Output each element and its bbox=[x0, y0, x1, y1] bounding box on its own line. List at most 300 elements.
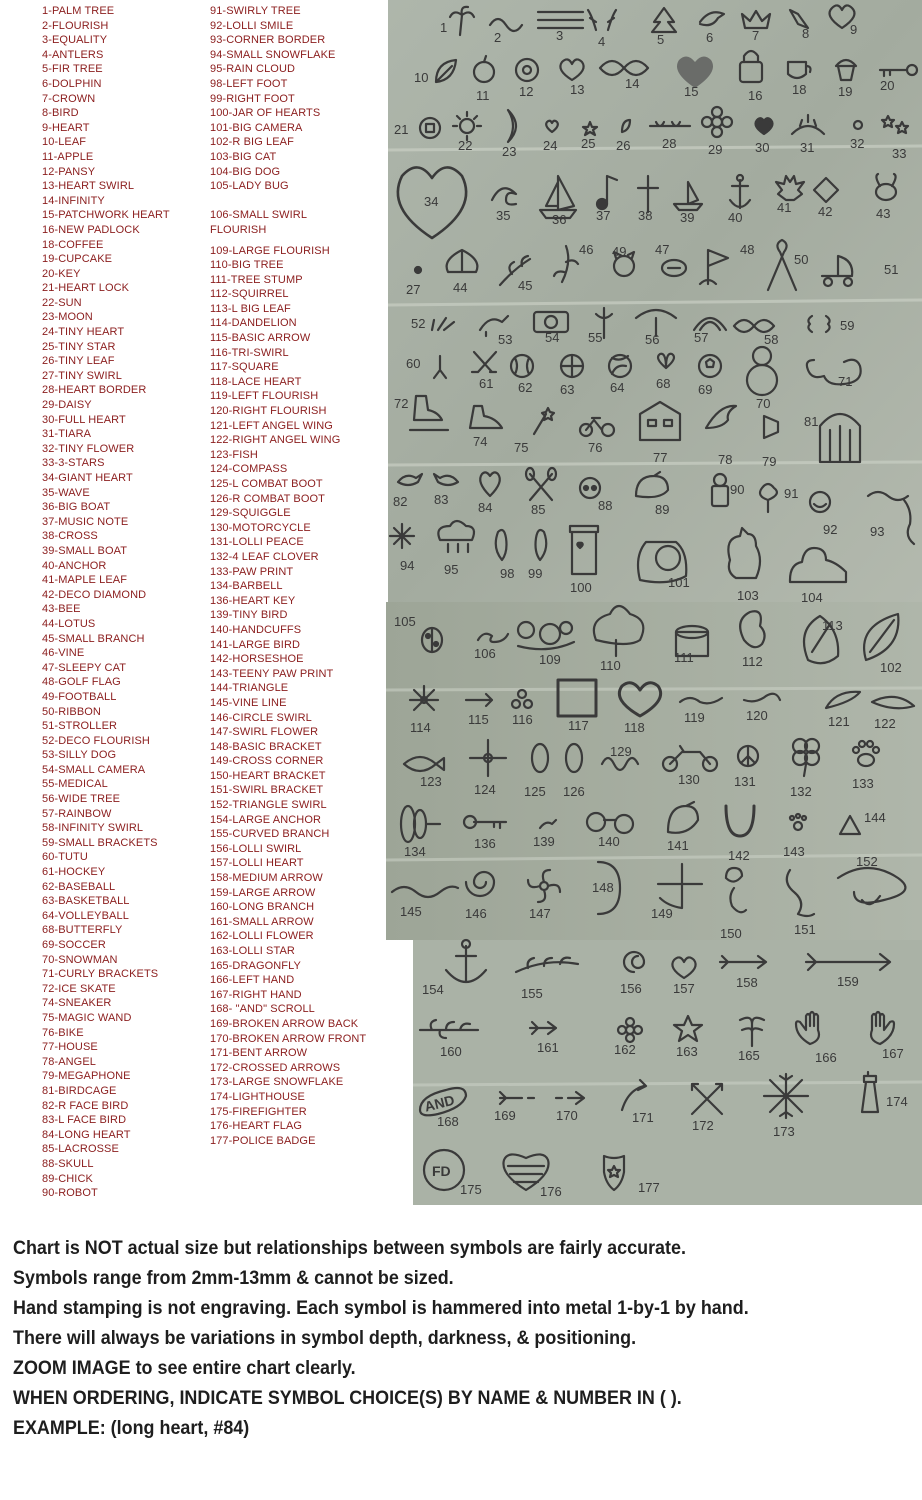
legend-entry: 39-SMALL BOAT bbox=[42, 544, 128, 557]
legend-entry: 26-TINY LEAF bbox=[42, 355, 115, 368]
legend-entry: 163-LOLLI STAR bbox=[210, 945, 295, 957]
stamp-number: 139 bbox=[533, 834, 555, 849]
legend-entry: 131-LOLLI PEACE bbox=[210, 536, 304, 549]
stamp-number: 103 bbox=[737, 588, 759, 603]
stamp-number: 76 bbox=[588, 440, 603, 455]
stamp-number: 12 bbox=[519, 84, 534, 99]
stamp-number: 172 bbox=[692, 1118, 714, 1133]
legend-entry: 171-BENT ARROW bbox=[210, 1047, 308, 1060]
legend-entry: 155-CURVED BRANCH bbox=[210, 828, 330, 841]
stamp-number: 49 bbox=[612, 244, 627, 259]
legend-entry: 13-HEART SWIRL bbox=[42, 180, 135, 193]
stamp-number: 82 bbox=[393, 494, 408, 509]
stamp-number: 152 bbox=[856, 854, 878, 869]
stamp-number: 34 bbox=[424, 194, 439, 209]
stamp-number: 21 bbox=[394, 122, 409, 137]
stamp-number: 79 bbox=[762, 454, 777, 469]
stamp-number: 102 bbox=[880, 660, 902, 675]
legend-entry: 63-BASKETBALL bbox=[42, 895, 130, 908]
legend-entry: 101-BIG CAMERA bbox=[210, 121, 303, 134]
legend-entry: 132-4 LEAF CLOVER bbox=[210, 550, 319, 563]
stamp-number: 3 bbox=[556, 28, 564, 43]
stamp-number: 99 bbox=[528, 566, 543, 581]
legend-entry: 116-TRI-SWIRL bbox=[210, 346, 289, 359]
stamp-number: 48 bbox=[740, 242, 755, 257]
stamp-number: 159 bbox=[837, 974, 859, 989]
legend-entry: 104-BIG DOG bbox=[210, 165, 281, 178]
legend-entry: 140-HANDCUFFS bbox=[210, 623, 302, 636]
legend-entry: 156-LOLLI SWIRL bbox=[210, 842, 302, 855]
stamp-number: 118 bbox=[624, 720, 645, 735]
legend-entry: 148-BASIC BRACKET bbox=[210, 740, 322, 753]
stamp-number: 169 bbox=[494, 1108, 516, 1123]
stamp-number: 115 bbox=[468, 712, 489, 727]
legend-entry: 38-CROSS bbox=[42, 530, 98, 543]
legend-entry: 81-BIRDCAGE bbox=[42, 1084, 117, 1097]
stamp-number: 39 bbox=[680, 210, 695, 225]
stamp-number: 125 bbox=[524, 784, 546, 799]
basketball-icon bbox=[561, 355, 583, 377]
stamp-number: 148 bbox=[592, 880, 614, 895]
stamp-number: 95 bbox=[444, 562, 459, 577]
stamp-number: 114 bbox=[410, 720, 431, 735]
legend-entry: 93-CORNER BORDER bbox=[210, 34, 326, 47]
legend-entry: 47-SLEEPY CAT bbox=[42, 661, 127, 674]
stamp-number: 156 bbox=[620, 981, 642, 996]
legend-entry: 129-SQUIGGLE bbox=[210, 507, 291, 520]
legend-entry: 144-TRIANGLE bbox=[210, 682, 289, 695]
stamp-number: 162 bbox=[614, 1042, 636, 1057]
stamp-number: 157 bbox=[673, 981, 695, 996]
stamp-number: 106 bbox=[474, 646, 496, 661]
stamp-number: 167 bbox=[882, 1046, 904, 1061]
stamp-number: 60 bbox=[406, 356, 421, 371]
note-line: Chart is NOT actual size but relationships between symbols are fairly accurate. bbox=[13, 1237, 686, 1259]
stamp-number: 61 bbox=[479, 376, 494, 391]
legend-entry: 23-MOON bbox=[42, 311, 93, 324]
stamp-number: 166 bbox=[815, 1050, 837, 1065]
note-line: Hand stamping is not engraving. Each symbol is hammered into metal 1-by-1 by hand. bbox=[13, 1297, 749, 1319]
legend-entry: 161-SMALL ARROW bbox=[210, 915, 314, 928]
stamp-number: 42 bbox=[818, 204, 833, 219]
stamp-number: 141 bbox=[667, 838, 689, 853]
legend-entry: 58-INFINITY SWIRL bbox=[42, 822, 144, 835]
stamp-number: 124 bbox=[474, 782, 496, 797]
legend-entry: 14-INFINITY bbox=[42, 194, 105, 207]
stamp-number: 174 bbox=[886, 1094, 908, 1109]
stamp-number: 8 bbox=[802, 26, 810, 41]
legend-entry: 60-TUTU bbox=[42, 851, 88, 864]
legend-entry: 125-L COMBAT BOOT bbox=[210, 478, 323, 490]
legend-entry: 70-SNOWMAN bbox=[42, 953, 118, 966]
stamp-number: 26 bbox=[616, 138, 631, 153]
legend-entry: 99-RIGHT FOOT bbox=[210, 92, 295, 105]
legend-entry: 29-DAISY bbox=[42, 399, 92, 412]
legend-entry: 146-CIRCLE SWIRL bbox=[210, 711, 312, 724]
stamp-number: 93 bbox=[870, 524, 885, 539]
stamp-number: 119 bbox=[684, 710, 705, 725]
legend-entry: 31-TIARA bbox=[42, 428, 92, 441]
note-line: There will always be variations in symbol depth, darkness, & positioning. bbox=[13, 1327, 637, 1349]
stamp-number: 22 bbox=[458, 138, 473, 153]
stamp-number: 50 bbox=[794, 252, 809, 267]
legend-entry: 44-LOTUS bbox=[42, 617, 96, 630]
stamp-number: 4 bbox=[598, 34, 606, 49]
stamp-number: 16 bbox=[748, 88, 763, 103]
legend-entry: 21-HEART LOCK bbox=[42, 282, 130, 295]
stamp-number: 111 bbox=[674, 650, 694, 665]
stamp-number: 85 bbox=[531, 502, 546, 517]
legend-entry: 36-BIG BOAT bbox=[42, 501, 111, 514]
legend-entry: 52-DECO FLOURISH bbox=[42, 734, 150, 747]
legend-entry: 48-GOLF FLAG bbox=[42, 676, 121, 689]
stamp-number: 133 bbox=[852, 776, 874, 791]
stamp-number: 38 bbox=[638, 208, 653, 223]
stamp-number: 176 bbox=[540, 1184, 562, 1199]
and-scroll-text: AND bbox=[422, 1091, 457, 1115]
stamp-number: 155 bbox=[521, 986, 543, 1001]
stamp-number: 31 bbox=[800, 140, 815, 155]
stamp-number: 173 bbox=[773, 1124, 795, 1139]
legend-entry: 157-LOLLI HEART bbox=[210, 857, 304, 870]
legend-entry: 122-RIGHT ANGEL WING bbox=[210, 434, 341, 447]
stamp-number: 7 bbox=[752, 28, 760, 43]
legend-entry: 100-JAR OF HEARTS bbox=[210, 107, 321, 120]
legend-entry: 112-SQUIRREL bbox=[210, 288, 289, 301]
legend-entry: 150-HEART BRACKET bbox=[210, 769, 326, 782]
legend-entry: FLOURISH bbox=[210, 223, 267, 236]
legend-entry: 8-BIRD bbox=[42, 107, 79, 120]
legend-entry: 75-MAGIC WAND bbox=[42, 1011, 132, 1024]
legend-entry: 105-LADY BUG bbox=[210, 180, 289, 193]
stamp-number: 90 bbox=[730, 482, 745, 497]
legend-entry: 59-SMALL BRACKETS bbox=[42, 836, 158, 849]
legend-entry: 77-HOUSE bbox=[42, 1041, 98, 1054]
stamp-number: 171 bbox=[632, 1110, 654, 1125]
legend-entry: 28-HEART BORDER bbox=[42, 384, 147, 397]
legend-entry: 151-SWIRL BRACKET bbox=[210, 784, 324, 797]
stamp-number: 83 bbox=[434, 492, 449, 507]
legend-entry: 72-ICE SKATE bbox=[42, 982, 116, 995]
legend-entry: 139-TINY BIRD bbox=[210, 609, 288, 622]
stamp-number: 70 bbox=[756, 396, 771, 411]
legend-entry: 102-R BIG LEAF bbox=[210, 136, 294, 149]
legend-entry: 57-RAINBOW bbox=[42, 807, 112, 820]
stamp-number: 142 bbox=[728, 848, 750, 863]
legend-entry: 69-SOCCER bbox=[42, 939, 106, 951]
stamp-number: 165 bbox=[738, 1048, 760, 1063]
legend-entry: 172-CROSSED ARROWS bbox=[210, 1061, 341, 1074]
legend-entry: 85-LACROSSE bbox=[42, 1143, 119, 1156]
legend-entry: 2-FLOURISH bbox=[42, 19, 109, 32]
legend-entry: 98-LEFT FOOT bbox=[210, 77, 288, 90]
stamp-number: 136 bbox=[474, 836, 496, 851]
stamp-number: 100 bbox=[570, 580, 592, 595]
stamp-number: 55 bbox=[588, 330, 603, 345]
stamp-number: 35 bbox=[496, 208, 511, 223]
note-line: WHEN ORDERING, INDICATE SYMBOL CHOICE(S) BY NAME & NUMBER IN ( ). bbox=[13, 1387, 682, 1409]
stamp-number: 144 bbox=[864, 810, 886, 825]
legend-entry: 91-SWIRLY TREE bbox=[210, 5, 301, 17]
legend-entry: 141-LARGE BIRD bbox=[210, 638, 301, 651]
legend-entry: 166-LEFT HAND bbox=[210, 974, 295, 987]
stamp-number: 116 bbox=[512, 712, 533, 727]
legend-entry: 62-BASEBALL bbox=[42, 880, 116, 893]
stamp-number: 134 bbox=[404, 844, 426, 859]
legend-entry: 51-STROLLER bbox=[42, 720, 118, 733]
stamp-number: 101 bbox=[668, 575, 690, 590]
stamp-number: 113 bbox=[822, 618, 843, 633]
legend-entry: 173-LARGE SNOWFLAKE bbox=[210, 1076, 344, 1089]
stamp-number: 56 bbox=[645, 332, 660, 347]
legend-entry: 126-R COMBAT BOOT bbox=[210, 492, 325, 505]
legend-entry: 16-NEW PADLOCK bbox=[42, 223, 140, 236]
legend-entry: 117-SQUARE bbox=[210, 361, 279, 374]
stamp-number: 51 bbox=[884, 262, 899, 277]
legend-entry: 174-LIGHTHOUSE bbox=[210, 1090, 305, 1103]
stamp-number: 150 bbox=[720, 926, 742, 941]
legend-entry: 37-MUSIC NOTE bbox=[42, 515, 129, 528]
legend-entry: 61-HOCKEY bbox=[42, 866, 106, 879]
legend-entry: 115-BASIC ARROW bbox=[210, 332, 311, 345]
legend-entry: 25-TINY STAR bbox=[42, 340, 116, 353]
stamp-number: 25 bbox=[581, 136, 596, 151]
stamp-number: 105 bbox=[394, 614, 416, 629]
legend-entry: 154-LARGE ANCHOR bbox=[210, 813, 322, 826]
stamp-number: 88 bbox=[598, 498, 613, 513]
stamp-number: 36 bbox=[552, 212, 567, 227]
legend-entry: 40-ANCHOR bbox=[42, 559, 107, 572]
legend-entry: 165-DRAGONFLY bbox=[210, 959, 301, 972]
stamp-number: 18 bbox=[792, 82, 807, 97]
stamp-number: 129 bbox=[610, 744, 632, 759]
legend-entry: 30-FULL HEART bbox=[42, 413, 126, 426]
legend-entry: 111-TREE STUMP bbox=[210, 273, 303, 286]
stamp-number: 9 bbox=[850, 22, 858, 37]
legend-entry: 134-BARBELL bbox=[210, 580, 283, 593]
stamp-number: 29 bbox=[708, 142, 723, 157]
stamp-number: 54 bbox=[545, 330, 560, 345]
stamp-number: 57 bbox=[694, 330, 709, 345]
stamp-number: 63 bbox=[560, 382, 575, 397]
stamp-number: 75 bbox=[514, 440, 529, 455]
stamp-number: 37 bbox=[596, 208, 611, 223]
legend-entry: 1-PALM TREE bbox=[42, 5, 115, 17]
legend-entry: 54-SMALL CAMERA bbox=[42, 763, 146, 776]
legend-entry: 84-LONG HEART bbox=[42, 1128, 131, 1141]
legend-entry: 103-BIG CAT bbox=[210, 150, 277, 163]
legend-entry: 176-HEART FLAG bbox=[210, 1120, 303, 1133]
legend-entry: 78-ANGEL bbox=[42, 1055, 96, 1068]
legend-entry: 53-SILLY DOG bbox=[42, 749, 117, 762]
stamp-number: 143 bbox=[783, 844, 805, 859]
stamp-number: 74 bbox=[473, 434, 488, 449]
legend-entry: 35-WAVE bbox=[42, 486, 90, 499]
legend-entry: 123-FISH bbox=[210, 448, 258, 461]
stamp-number: 177 bbox=[638, 1180, 660, 1195]
stamp-number: 27 bbox=[406, 282, 421, 297]
legend-entry: 124-COMPASS bbox=[210, 463, 288, 476]
legend-entry: 158-MEDIUM ARROW bbox=[210, 872, 323, 885]
tiny-swirl-icon bbox=[415, 267, 421, 273]
legend-entry: 76-BIKE bbox=[42, 1026, 84, 1039]
notes-block bbox=[13, 1233, 749, 1443]
stamp-number: 30 bbox=[755, 140, 770, 155]
legend-entry: 18-COFFEE bbox=[42, 238, 104, 251]
legend-entry: 89-CHICK bbox=[42, 1172, 93, 1185]
stamp-number: 117 bbox=[568, 718, 589, 733]
stamp-number: 110 bbox=[600, 658, 621, 673]
stamp-number: 121 bbox=[828, 714, 850, 729]
legend-entry: 106-SMALL SWIRL bbox=[210, 209, 308, 222]
stamp-number: 140 bbox=[598, 834, 620, 849]
stamp-number: 53 bbox=[498, 332, 513, 347]
small-snowflake-icon bbox=[390, 524, 414, 548]
legend-entry: 136-HEART KEY bbox=[210, 594, 296, 607]
stamp-number: 126 bbox=[563, 784, 585, 799]
legend-entry: 83-L FACE BIRD bbox=[42, 1114, 127, 1127]
legend-entry: 160-LONG BRANCH bbox=[210, 901, 315, 914]
stamp-number: 131 bbox=[734, 774, 756, 789]
large-snowflake-icon bbox=[764, 1074, 808, 1118]
stamp-number: 62 bbox=[518, 380, 533, 395]
legend-entry: 64-VOLLEYBALL bbox=[42, 909, 129, 922]
legend-entry: 6-DOLPHIN bbox=[42, 77, 102, 90]
stamp-number: 161 bbox=[537, 1040, 559, 1055]
legend-entry: 121-LEFT ANGEL WING bbox=[210, 419, 333, 432]
legend-entry: 168- "AND" SCROLL bbox=[210, 1003, 315, 1016]
legend-entry: 175-FIREFIGHTER bbox=[210, 1105, 307, 1118]
legend-entry: 4-ANTLERS bbox=[42, 48, 104, 61]
stamp-number: 71 bbox=[838, 374, 853, 389]
legend-entry: 130-MOTORCYCLE bbox=[210, 521, 311, 534]
legend-entry: 90-ROBOT bbox=[42, 1187, 98, 1200]
firefighter-text: FD bbox=[432, 1163, 451, 1179]
legend-entry: 27-TINY SWIRL bbox=[42, 369, 122, 382]
legend-entry: 147-SWIRL FLOWER bbox=[210, 726, 319, 739]
legend-entry: 20-KEY bbox=[42, 267, 81, 280]
legend-entry: 32-TINY FLOWER bbox=[42, 442, 135, 455]
stamp-number: 45 bbox=[518, 278, 533, 293]
stamp-number: 5 bbox=[657, 32, 665, 47]
stamp-number: 20 bbox=[880, 78, 895, 93]
stamp-number: 33 bbox=[892, 146, 907, 161]
legend-entry: 49-FOOTBALL bbox=[42, 690, 117, 703]
legend-entry: 56-WIDE TREE bbox=[42, 793, 121, 806]
stamp-number: 6 bbox=[706, 30, 714, 45]
stamp-number: 120 bbox=[746, 708, 768, 723]
stamp-number: 64 bbox=[610, 380, 625, 395]
stamp-number: 1 bbox=[440, 20, 448, 35]
stamp-number: 19 bbox=[838, 84, 853, 99]
legend-entry: 71-CURLY BRACKETS bbox=[42, 968, 159, 981]
legend-entry: 11-APPLE bbox=[42, 150, 94, 163]
stamp-number: 10 bbox=[414, 70, 429, 85]
legend-entry: 162-LOLLI FLOWER bbox=[210, 930, 314, 943]
legend-entry: 118-LACE HEART bbox=[210, 375, 302, 388]
legend-entry: 5-FIR TREE bbox=[42, 63, 103, 76]
stamp-number: 104 bbox=[801, 590, 823, 605]
stamp-number: 44 bbox=[453, 280, 468, 295]
legend-entry: 55-MEDICAL bbox=[42, 778, 108, 791]
stamp-number: 123 bbox=[420, 774, 442, 789]
stamp-number: 40 bbox=[728, 210, 743, 225]
stamp-number: 175 bbox=[460, 1182, 482, 1197]
stamp-number: 109 bbox=[539, 652, 561, 667]
legend-entry: 110-BIG TREE bbox=[210, 259, 284, 272]
stamp-number: 98 bbox=[500, 566, 515, 581]
legend-entry: 42-DECO DIAMOND bbox=[42, 588, 147, 601]
stamp-number: 154 bbox=[422, 982, 444, 997]
legend-entry: 142-HORSESHOE bbox=[210, 653, 304, 666]
stamp-number: 24 bbox=[543, 138, 558, 153]
legend-entry: 169-BROKEN ARROW BACK bbox=[210, 1017, 359, 1030]
legend-entry: 7-CROWN bbox=[42, 92, 96, 105]
stamp-number: 122 bbox=[874, 716, 896, 731]
legend-entry: 24-TINY HEART bbox=[42, 326, 125, 339]
legend-entry: 33-3-STARS bbox=[42, 457, 105, 470]
stamp-number: 13 bbox=[570, 82, 585, 97]
stamp-number: 23 bbox=[502, 144, 517, 159]
legend-entry: 43-BEE bbox=[42, 603, 81, 616]
stamp-number: 11 bbox=[476, 88, 490, 103]
stamp-number: 43 bbox=[876, 206, 891, 221]
legend-entry: 114-DANDELION bbox=[210, 317, 297, 330]
stamp-number: 32 bbox=[850, 136, 865, 151]
legend-entry: 19-CUPCAKE bbox=[42, 253, 113, 266]
stamp-number: 94 bbox=[400, 558, 415, 573]
legend-entry: 133-PAW PRINT bbox=[210, 565, 294, 578]
note-line: Symbols range from 2mm-13mm & cannot be sized. bbox=[13, 1267, 454, 1289]
legend-entry: 152-TRIANGLE SWIRL bbox=[210, 799, 327, 812]
stamp-number: 132 bbox=[790, 784, 812, 799]
stamp-number: 170 bbox=[556, 1108, 578, 1123]
stamp-number: 41 bbox=[777, 200, 792, 215]
stamp-number: 145 bbox=[400, 904, 422, 919]
legend-entry: 143-TEENY PAW PRINT bbox=[210, 667, 334, 680]
stamp-number: 77 bbox=[653, 450, 668, 465]
legend-entry: 120-RIGHT FLOURISH bbox=[210, 405, 327, 418]
stamp-number: 2 bbox=[494, 30, 502, 45]
note-line: EXAMPLE: (long heart, #84) bbox=[13, 1417, 250, 1439]
legend-entry: 22-SUN bbox=[42, 296, 82, 309]
stamp-number: 81 bbox=[804, 414, 819, 429]
stamp-number: 52 bbox=[411, 316, 426, 331]
stamp-number: 168 bbox=[437, 1114, 459, 1129]
stamp-number: 158 bbox=[736, 975, 758, 990]
stamp-number: 147 bbox=[529, 906, 551, 921]
stamp-number: 160 bbox=[440, 1044, 462, 1059]
legend-entry: 10-LEAF bbox=[42, 136, 87, 149]
stamp-number: 46 bbox=[579, 242, 594, 257]
stamp-number: 58 bbox=[764, 332, 779, 347]
stamp-number: 146 bbox=[465, 906, 487, 921]
legend-entry: 45-SMALL BRANCH bbox=[42, 632, 145, 645]
legend-entry: 74-SNEAKER bbox=[42, 997, 112, 1010]
stamp-number: 28 bbox=[662, 136, 677, 151]
legend-entry: 12-PANSY bbox=[42, 165, 96, 178]
note-line: ZOOM IMAGE to see entire chart clearly. bbox=[13, 1357, 356, 1379]
stamp-number: 130 bbox=[678, 772, 700, 787]
legend-entry: 159-LARGE ARROW bbox=[210, 886, 316, 899]
legend-entry: 94-SMALL SNOWFLAKE bbox=[210, 48, 336, 61]
stamp-number: 149 bbox=[651, 906, 673, 921]
legend-entry: 50-RIBBON bbox=[42, 705, 101, 718]
stamp-number: 163 bbox=[676, 1044, 698, 1059]
stamp-number: 112 bbox=[742, 654, 763, 669]
stamp-number: 15 bbox=[684, 84, 699, 99]
legend-entry: 109-LARGE FLOURISH bbox=[210, 244, 330, 257]
